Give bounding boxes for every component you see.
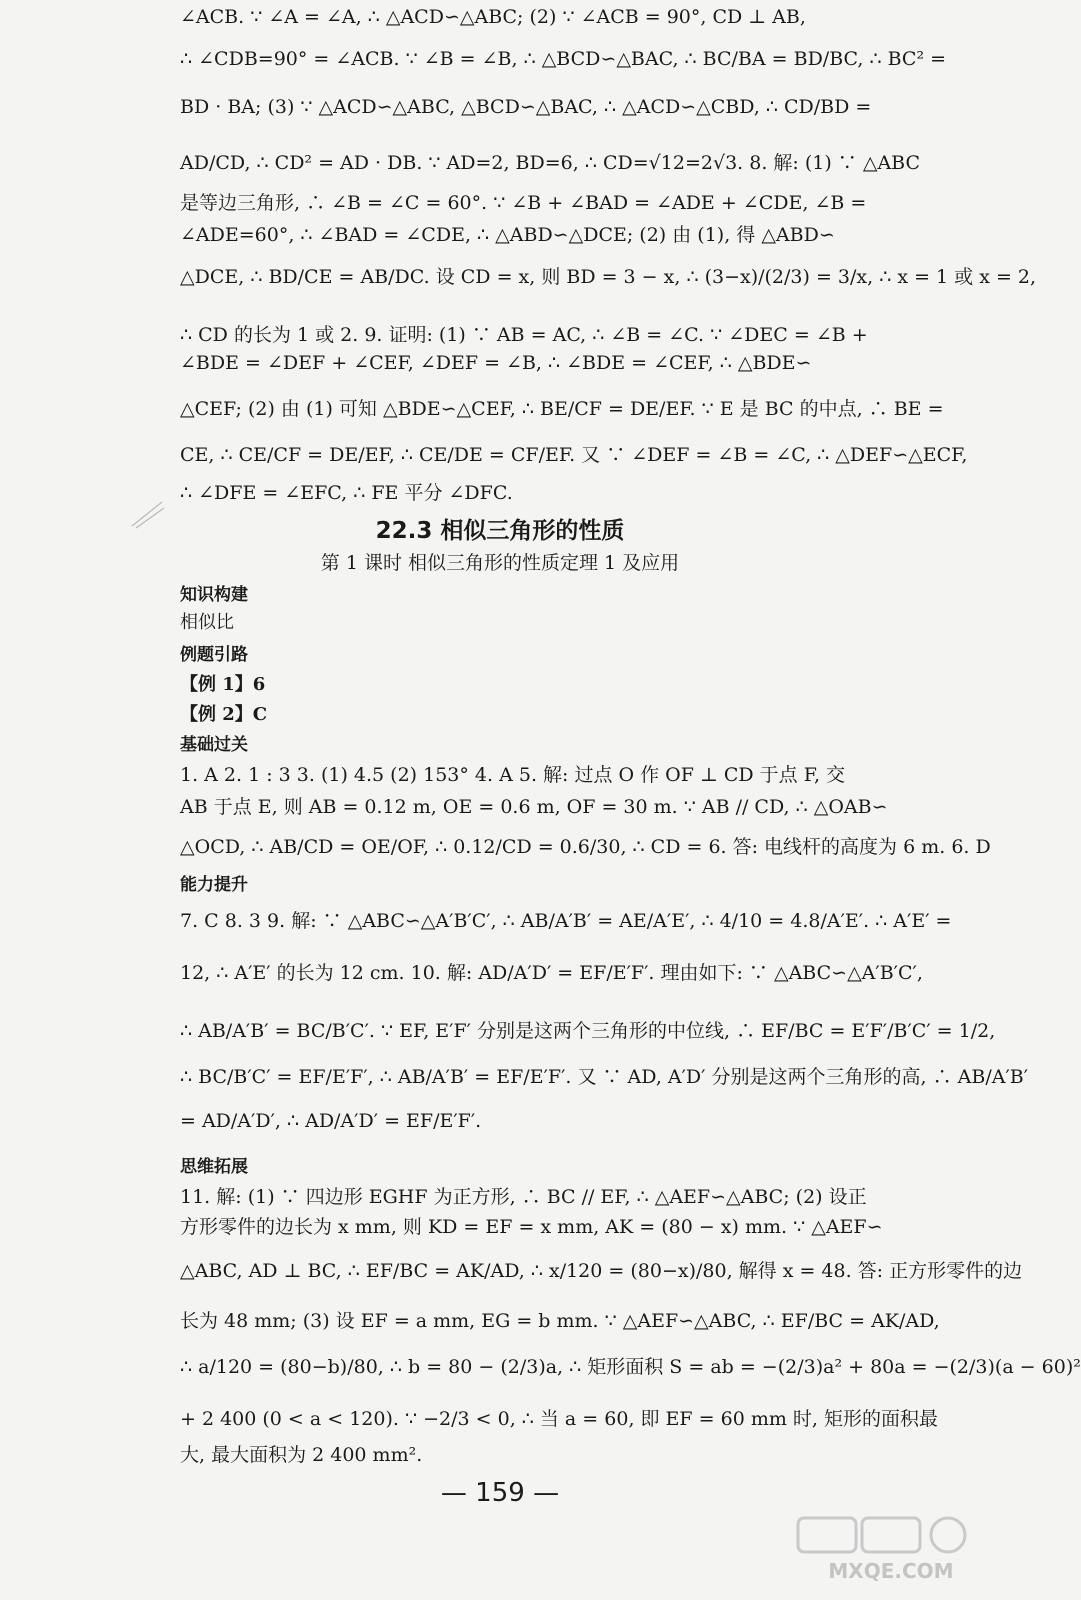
text-line: 长为 48 mm; (3) 设 EF = a mm, EG = b mm. ∵ △AEF∽△ABC, ∴ EF/BC = AK/AD, <box>180 1310 940 1332</box>
text-line: AD/CD, ∴ CD² = AD · DB. ∵ AD=2, BD=6, ∴ CD=√12=2√3. 8. 解: (1) ∵ △ABC <box>180 152 921 174</box>
text-line: △CEF; (2) 由 (1) 可知 △BDE∽△CEF, ∴ BE/CF = DE/EF. ∵ E 是 BC 的中点, ∴ BE = <box>180 398 944 420</box>
text-line: + 2 400 (0 < a < 120). ∵ −2/3 < 0, ∴ 当 a = 60, 即 EF = 60 mm 时, 矩形的面积最 <box>180 1408 938 1430</box>
section-title: 22.3 相似三角形的性质 <box>375 518 625 544</box>
text-line: ∠BDE = ∠DEF + ∠CEF, ∠DEF = ∠B, ∴ ∠BDE = ∠CEF, ∴ △BDE∽ <box>180 352 812 374</box>
text-line: 11. 解: (1) ∵ 四边形 EGHF 为正方形, ∴ BC // EF, ∴ △AEF∽△ABC; (2) 设正 <box>180 1186 867 1208</box>
example-answer: 【例 1】6 <box>180 674 266 695</box>
text-line: 方形零件的边长为 x mm, 则 KD = EF = x mm, AK = (80 − x) mm. ∵ △AEF∽ <box>180 1216 883 1238</box>
page-number: — 159 — <box>440 1478 560 1508</box>
knowledge-label: 知识构建 <box>180 585 248 605</box>
thinking-label: 思维拓展 <box>180 1157 248 1177</box>
watermark-text: MXQE.COM <box>828 1559 954 1583</box>
text-line: 7. C 8. 3 9. 解: ∵ △ABC∽△A′B′C′, ∴ AB/A′B′ = AE/A′E′, ∴ 4/10 = 4.8/A′E′. ∴ A′E′ = <box>180 910 952 932</box>
example-answer: 【例 2】C <box>180 704 268 725</box>
text-line: AB 于点 E, 则 AB = 0.12 m, OE = 0.6 m, OF = 30 m. ∵ AB // CD, ∴ △OAB∽ <box>180 796 888 818</box>
text-line: 1. A 2. 1 : 3 3. (1) 4.5 (2) 153° 4. A 5. 解: 过点 O 作 OF ⊥ CD 于点 F, 交 <box>180 764 846 786</box>
examples-label: 例题引路 <box>180 645 248 665</box>
text-line: 是等边三角形, ∴ ∠B = ∠C = 60°. ∵ ∠B + ∠BAD = ∠ADE + ∠CDE, ∠B = <box>180 192 867 214</box>
watermark-logo <box>796 1516 986 1586</box>
lesson-title: 第 1 课时 相似三角形的性质定理 1 及应用 <box>320 552 680 574</box>
text-line: ∠ADE=60°, ∴ ∠BAD = ∠CDE, ∴ △ABD∽△DCE; (2) 由 (1), 得 △ABD∽ <box>180 224 835 246</box>
text-line: ∴ ∠DFE = ∠EFC, ∴ FE 平分 ∠DFC. <box>180 482 513 504</box>
text-line: 大, 最大面积为 2 400 mm². <box>180 1444 423 1466</box>
text-line: ∴ ∠CDB=90° = ∠ACB. ∵ ∠B = ∠B, ∴ △BCD∽△BAC, ∴ BC/BA = BD/BC, ∴ BC² = <box>180 48 947 70</box>
text-line: CE, ∴ CE/CF = DE/EF, ∴ CE/DE = CF/EF. 又 ∵ ∠DEF = ∠B = ∠C, ∴ △DEF∽△ECF, <box>180 444 968 466</box>
text-line: ∴ CD 的长为 1 或 2. 9. 证明: (1) ∵ AB = AC, ∴ ∠B = ∠C. ∵ ∠DEC = ∠B + <box>180 324 868 346</box>
basic-label: 基础过关 <box>180 735 248 755</box>
knowledge-answer: 相似比 <box>180 612 234 633</box>
text-line: △ABC, AD ⊥ BC, ∴ EF/BC = AK/AD, ∴ x/120 = (80−x)/80, 解得 x = 48. 答: 正方形零件的边 <box>180 1260 1023 1282</box>
text-line: ∴ BC/B′C′ = EF/E′F′, ∴ AB/A′B′ = EF/E′F′. 又 ∵ AD, A′D′ 分别是这两个三角形的高, ∴ AB/A′B′ <box>180 1066 1029 1088</box>
text-line: = AD/A′D′, ∴ AD/A′D′ = EF/E′F′. <box>180 1110 482 1132</box>
text-line: ∴ AB/A′B′ = BC/B′C′. ∵ EF, E′F′ 分别是这两个三角形的中位线, ∴ EF/BC = E′F′/B′C′ = 1/2, <box>180 1020 996 1042</box>
text-line: △DCE, ∴ BD/CE = AB/DC. 设 CD = x, 则 BD = 3 − x, ∴ (3−x)/(2/3) = 3/x, ∴ x = 1 或 x = 2, <box>180 266 1037 288</box>
text-line: 12, ∴ A′E′ 的长为 12 cm. 10. 解: AD/A′D′ = EF/E′F′. 理由如下: ∵ △ABC∽△A′B′C′, <box>180 962 923 984</box>
text-line: ∴ a/120 = (80−b)/80, ∴ b = 80 − (2/3)a, ∴ 矩形面积 S = ab = −(2/3)a² + 80a = −(2/3)(a − 60)² <box>180 1356 1081 1378</box>
text-line: ∠ACB. ∵ ∠A = ∠A, ∴ △ACD∽△ABC; (2) ∵ ∠ACB = 90°, CD ⊥ AB, <box>180 6 806 28</box>
ability-label: 能力提升 <box>180 875 248 895</box>
text-line: BD · BA; (3) ∵ △ACD∽△ABC, △BCD∽△BAC, ∴ △ACD∽△CBD, ∴ CD/BD = <box>180 96 872 118</box>
text-line: △OCD, ∴ AB/CD = OE/OF, ∴ 0.12/CD = 0.6/30, ∴ CD = 6. 答: 电线杆的高度为 6 m. 6. D <box>180 836 991 858</box>
